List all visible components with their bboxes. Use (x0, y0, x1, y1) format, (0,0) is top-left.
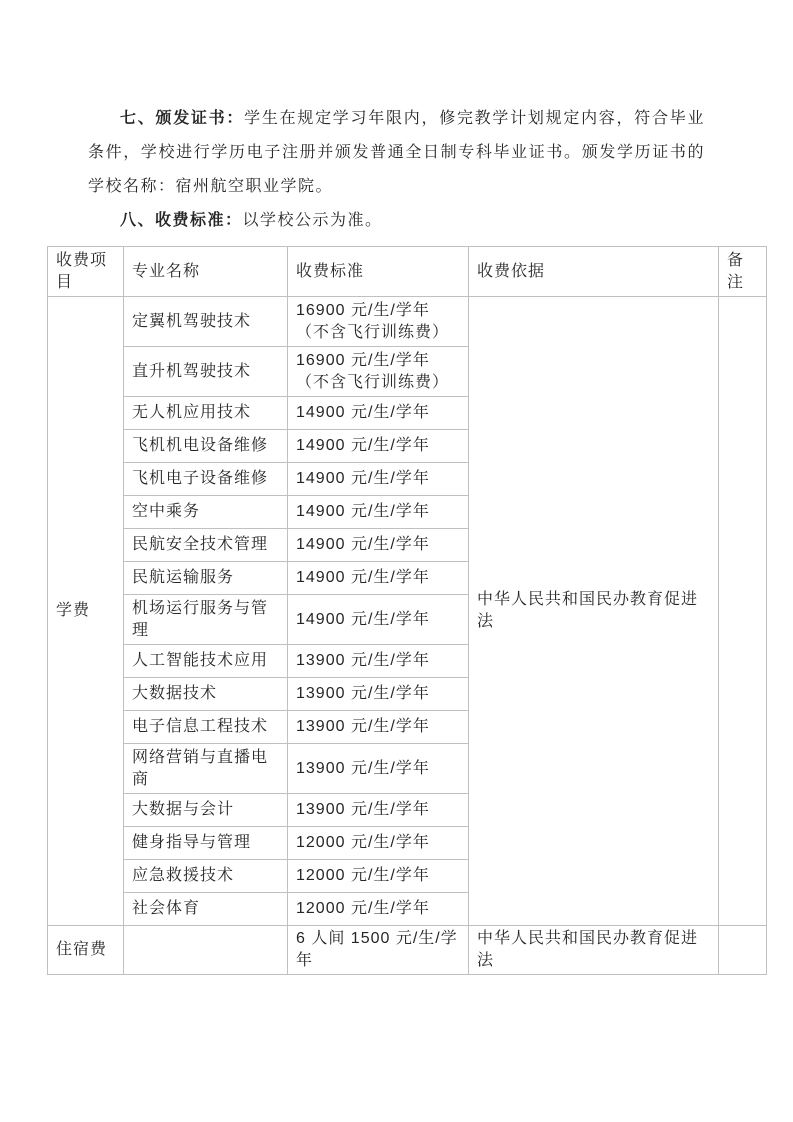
cell-major: 大数据技术 (124, 678, 288, 711)
header-cell-major-name: 专业名称 (124, 247, 288, 297)
fee-amount: 13900 元/生/学年 (296, 801, 430, 818)
fee-amount: 14900 元/生/学年 (296, 569, 430, 586)
cell-fee (288, 397, 469, 430)
cell-major: 机场运行服务与管理 (124, 595, 288, 645)
cell-major: 人工智能技术应用 (124, 645, 288, 678)
table-header-row (48, 247, 767, 297)
cell-major: 电子信息工程技术 (124, 711, 288, 744)
cell-major: 无人机应用技术 (124, 397, 288, 430)
cell-fee-item-accommodation: 住宿费 (48, 926, 124, 975)
cell-major: 民航运输服务 (124, 562, 288, 595)
cell-major: 民航安全技术管理 (124, 529, 288, 562)
paragraph-fee-standard (88, 204, 705, 238)
cell-fee (288, 347, 469, 397)
fee-amount: 12000 元/生/学年 (296, 834, 430, 851)
cell-fee (288, 645, 469, 678)
fee-amount: 13900 元/生/学年 (296, 759, 430, 777)
fee-amount: 12000 元/生/学年 (296, 900, 430, 917)
cell-fee (288, 463, 469, 496)
cell-fee (288, 595, 469, 645)
fee-table (47, 246, 767, 975)
cell-major: 网络营销与直播电商 (124, 744, 288, 794)
table-row (48, 297, 767, 347)
fee-amount: 16900 元/生/学年 (296, 351, 430, 369)
cell-remark-tuition (719, 297, 767, 926)
cell-major-accommodation (124, 926, 288, 975)
fee-amount: 13900 元/生/学年 (296, 652, 430, 669)
cell-fee (288, 711, 469, 744)
header-cell-fee-standard: 收费标准 (288, 247, 469, 297)
paragraph-certificate-label: 七、颁发证书： (120, 110, 245, 127)
cell-major: 社会体育 (124, 893, 288, 926)
table-row-accommodation (48, 926, 767, 975)
paragraph-certificate (88, 102, 705, 204)
cell-remark-accommodation (719, 926, 767, 975)
cell-major: 直升机驾驶技术 (124, 347, 288, 397)
cell-major: 大数据与会计 (124, 794, 288, 827)
header-cell-remark: 备注 (719, 247, 767, 297)
fee-amount: 14900 元/生/学年 (296, 437, 430, 454)
fee-amount: 14900 元/生/学年 (296, 404, 430, 421)
cell-major: 空中乘务 (124, 496, 288, 529)
cell-fee (288, 860, 469, 893)
cell-major: 健身指导与管理 (124, 827, 288, 860)
fee-amount: 14900 元/生/学年 (296, 503, 430, 520)
cell-fee (288, 430, 469, 463)
cell-fee-accommodation (288, 926, 469, 975)
fee-amount: 14900 元/生/学年 (296, 536, 430, 553)
cell-fee (288, 678, 469, 711)
cell-fee (288, 893, 469, 926)
cell-major: 飞机机电设备维修 (124, 430, 288, 463)
fee-note: （不含飞行训练费） (296, 323, 450, 341)
fee-amount: 16900 元/生/学年 (296, 301, 430, 319)
cell-fee-item-tuition: 学费 (48, 297, 124, 926)
cell-fee (288, 744, 469, 794)
cell-fee-basis-tuition: 中华人民共和国民办教育促进法 (469, 297, 719, 926)
cell-major: 飞机电子设备维修 (124, 463, 288, 496)
paragraph-fee-standard-label: 八、收费标准： (120, 212, 243, 229)
cell-major: 定翼机驾驶技术 (124, 297, 288, 347)
fee-amount: 13900 元/生/学年 (296, 718, 430, 735)
cell-fee (288, 496, 469, 529)
fee-amount: 14900 元/生/学年 (296, 610, 430, 628)
cell-major: 应急救援技术 (124, 860, 288, 893)
paragraph-certificate-text: 学生在规定学习年限内，修完教学计划规定内容，符合毕业条件，学校进行学历电子注册并颁发普通全日制专科毕业证书。颁发学历证书的学校名称：宿州航空职业学院。 (88, 110, 705, 195)
fee-amount: 12000 元/生/学年 (296, 867, 430, 884)
cell-fee (288, 529, 469, 562)
fee-note: （不含飞行训练费） (296, 373, 450, 391)
fee-amount: 6 人间 1500 元/生/学年 (296, 930, 458, 969)
paragraph-fee-standard-text: 以学校公示为准。 (242, 212, 383, 229)
header-cell-fee-basis: 收费依据 (469, 247, 719, 297)
fee-amount: 13900 元/生/学年 (296, 685, 430, 702)
cell-fee-basis-accommodation: 中华人民共和国民办教育促进法 (469, 926, 719, 975)
header-cell-fee-item: 收费项目 (48, 247, 124, 297)
cell-fee (288, 297, 469, 347)
cell-fee (288, 794, 469, 827)
cell-fee (288, 827, 469, 860)
document-body-text (88, 102, 705, 238)
cell-fee (288, 562, 469, 595)
fee-amount: 14900 元/生/学年 (296, 470, 430, 487)
